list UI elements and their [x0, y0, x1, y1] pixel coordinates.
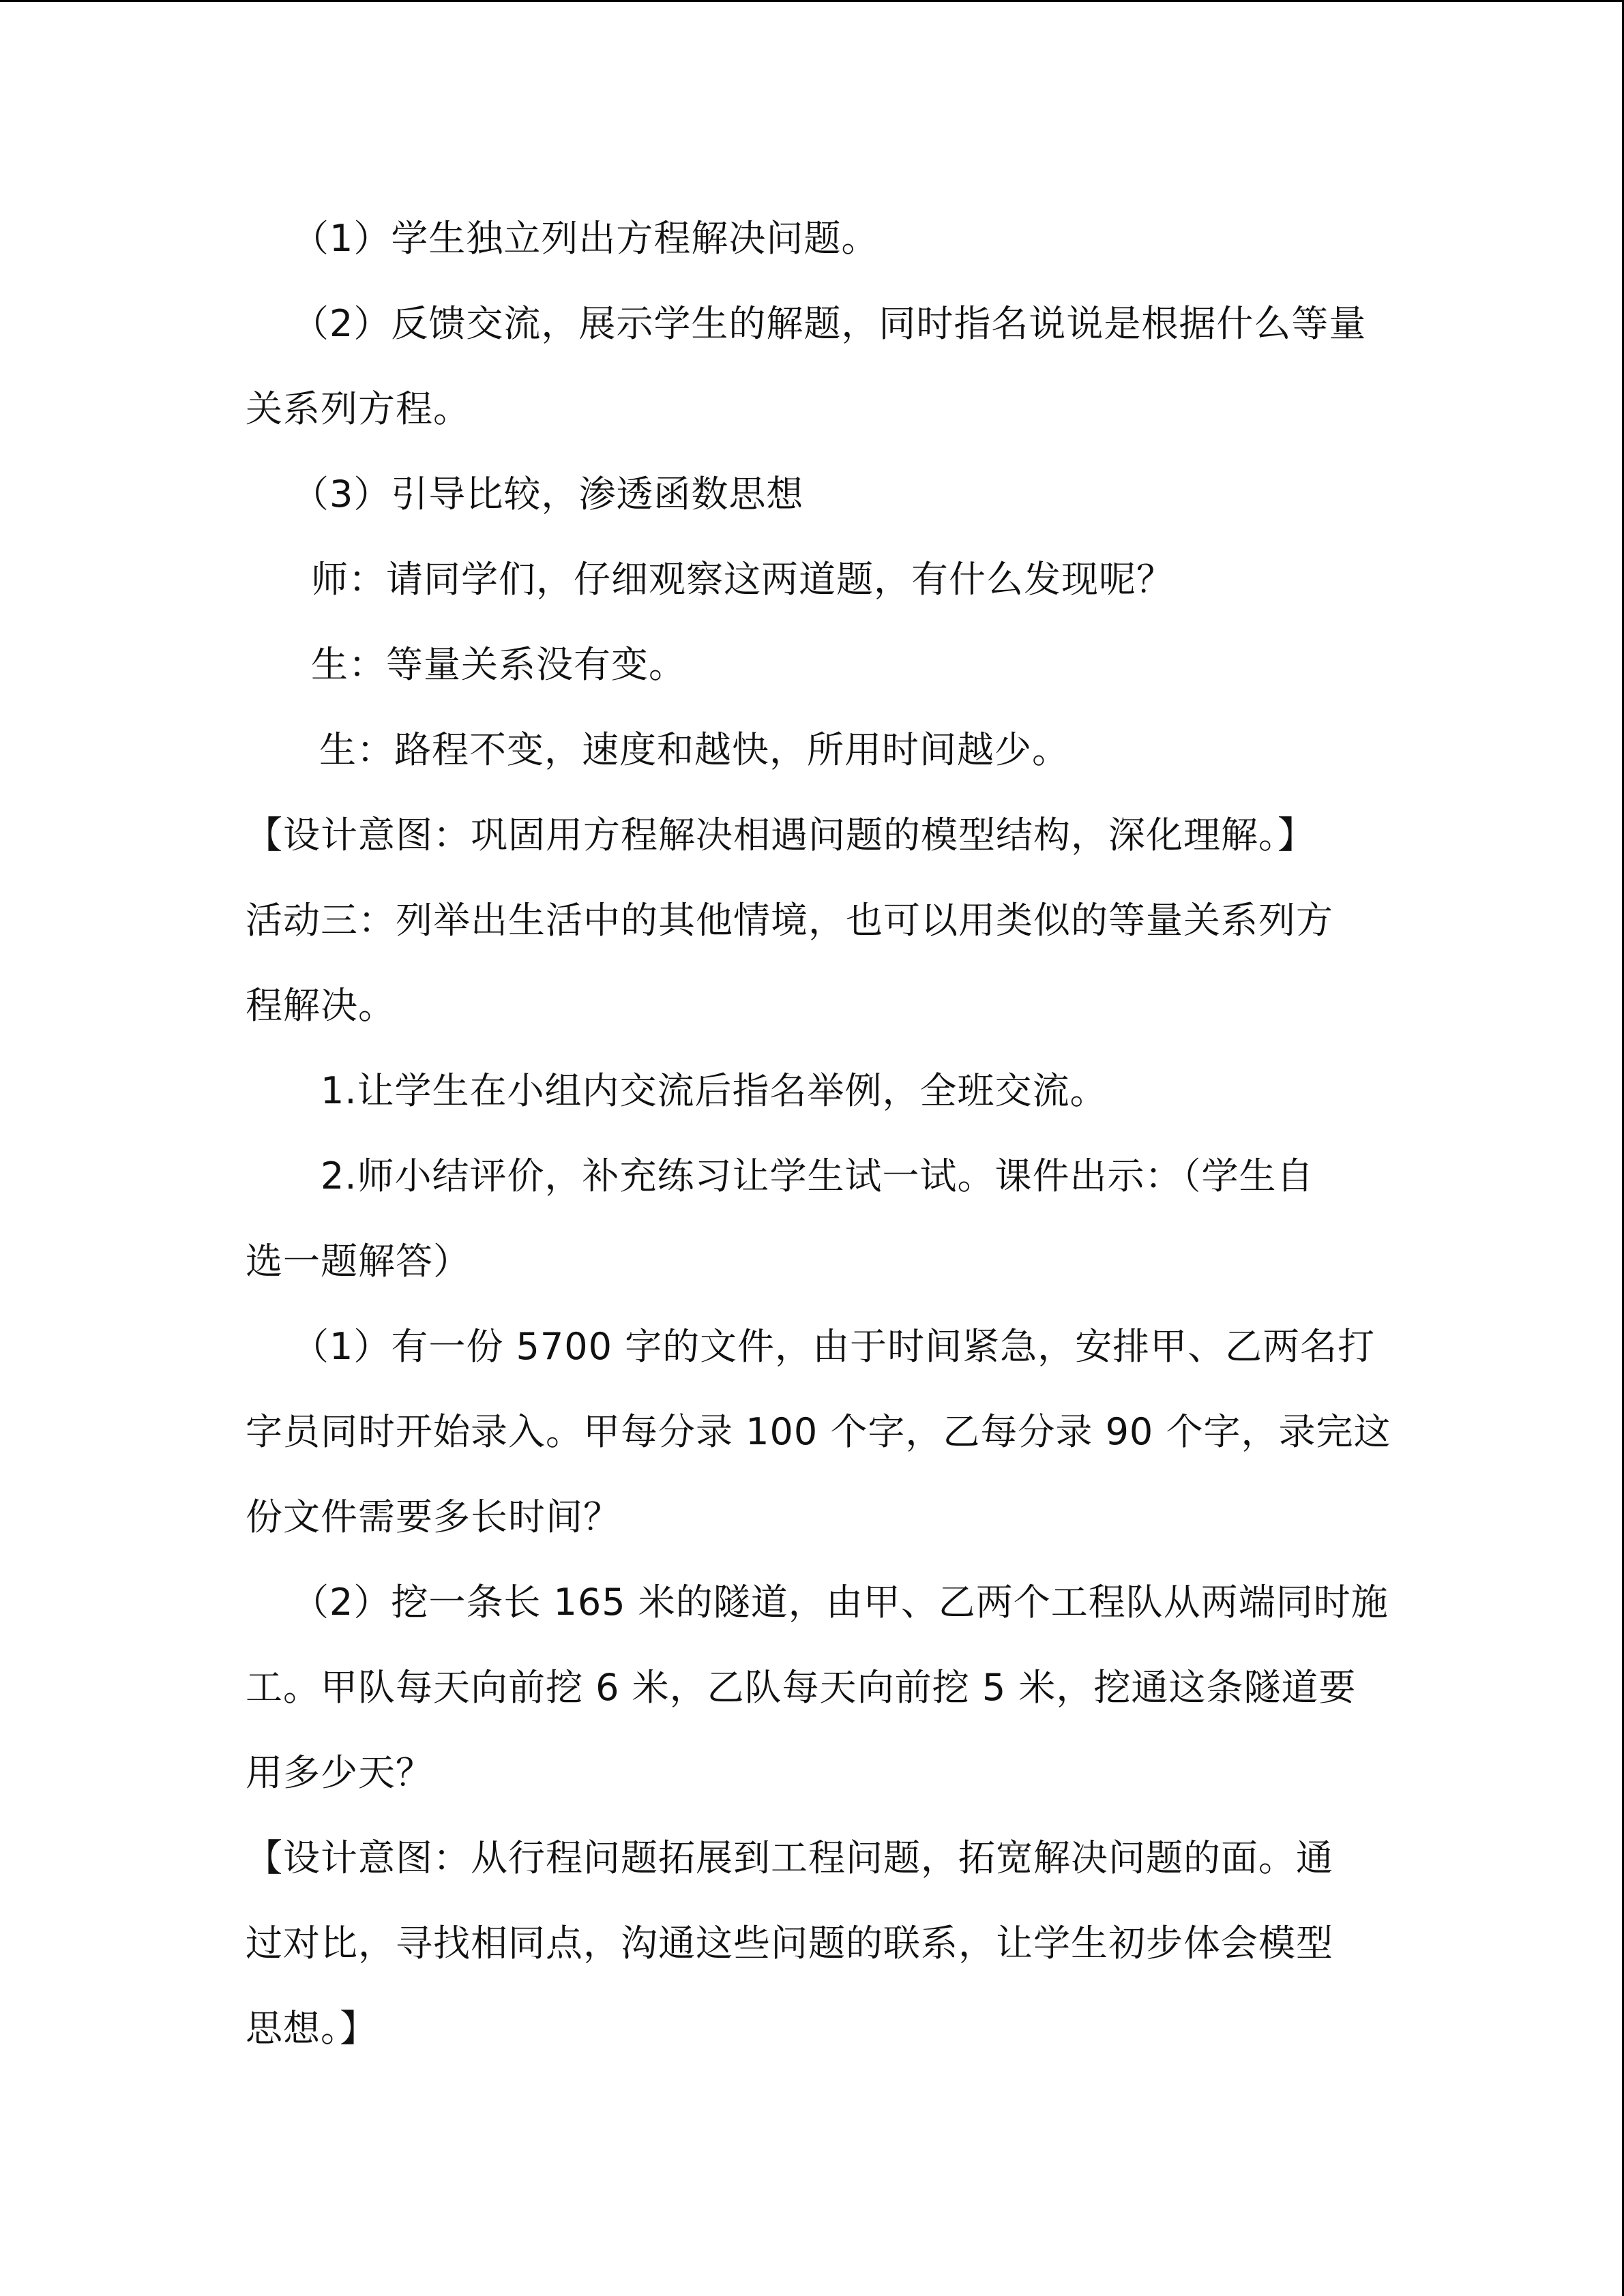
exercise-2-line-1: （2）挖一条长 165 米的隧道，由甲、乙两个工程队从两端同时施 [292, 1581, 1389, 1624]
exercise-1-line-3: 份文件需要多长时间？ [246, 1495, 621, 1538]
teacher-question-line: 师：请同学们，仔细观察这两道题，有什么发现呢？ [311, 558, 1174, 601]
design-intent-2-line-3: 思想。】 [246, 2007, 377, 2050]
exercise-1-line-1: （1）有一份 5700 字的文件，由于时间紧急，安排甲、乙两名打 [292, 1325, 1376, 1368]
step-3-line: （3）引导比较，渗透函数思想 [292, 473, 804, 516]
design-intent-1: 【设计意图：巩固用方程解决相遇问题的模型结构，深化理解。】 [246, 814, 1315, 856]
exercise-2-line-3: 用多少天？ [246, 1751, 433, 1794]
activity-3-item-1: 1.让学生在小组内交流后指名举例，全班交流。 [321, 1069, 1108, 1112]
activity-3-line: 活动三：列举出生活中的其他情境，也可以用类似的等量关系列方 [246, 899, 1333, 942]
design-intent-2-line-2: 过对比，寻找相同点，沟通这些问题的联系，让学生初步体会模型 [246, 1922, 1333, 1965]
page-top-border [0, 0, 1624, 2]
exercise-2-line-2: 工。甲队每天向前挖 6 米，乙队每天向前挖 5 米，挖通这条隧道要 [246, 1666, 1357, 1709]
step-1-line: （1）学生独立列出方程解决问题。 [292, 217, 879, 260]
exercise-1-line-2: 字员同时开始录入。甲每分录 100 个字，乙每分录 90 个字，录完这 [246, 1410, 1391, 1453]
step-2-line: （2）反馈交流，展示学生的解题，同时指名说说是根据什么等量 [292, 302, 1367, 345]
step-2-line-continued: 关系列方程。 [246, 387, 471, 430]
activity-3-line-continued: 程解决。 [246, 984, 396, 1027]
student-answer-line-1: 生：等量关系没有变。 [311, 643, 686, 686]
student-answer-line-2: 生：路程不变，速度和越快，所用时间越少。 [319, 728, 1069, 771]
design-intent-2-line-1: 【设计意图：从行程问题拓展到工程问题，拓宽解决问题的面。通 [246, 1836, 1333, 1879]
activity-3-item-2: 2.师小结评价，补充练习让学生试一试。课件出示：（学生自 [321, 1154, 1314, 1197]
activity-3-item-2-continued: 选一题解答） [246, 1240, 471, 1283]
